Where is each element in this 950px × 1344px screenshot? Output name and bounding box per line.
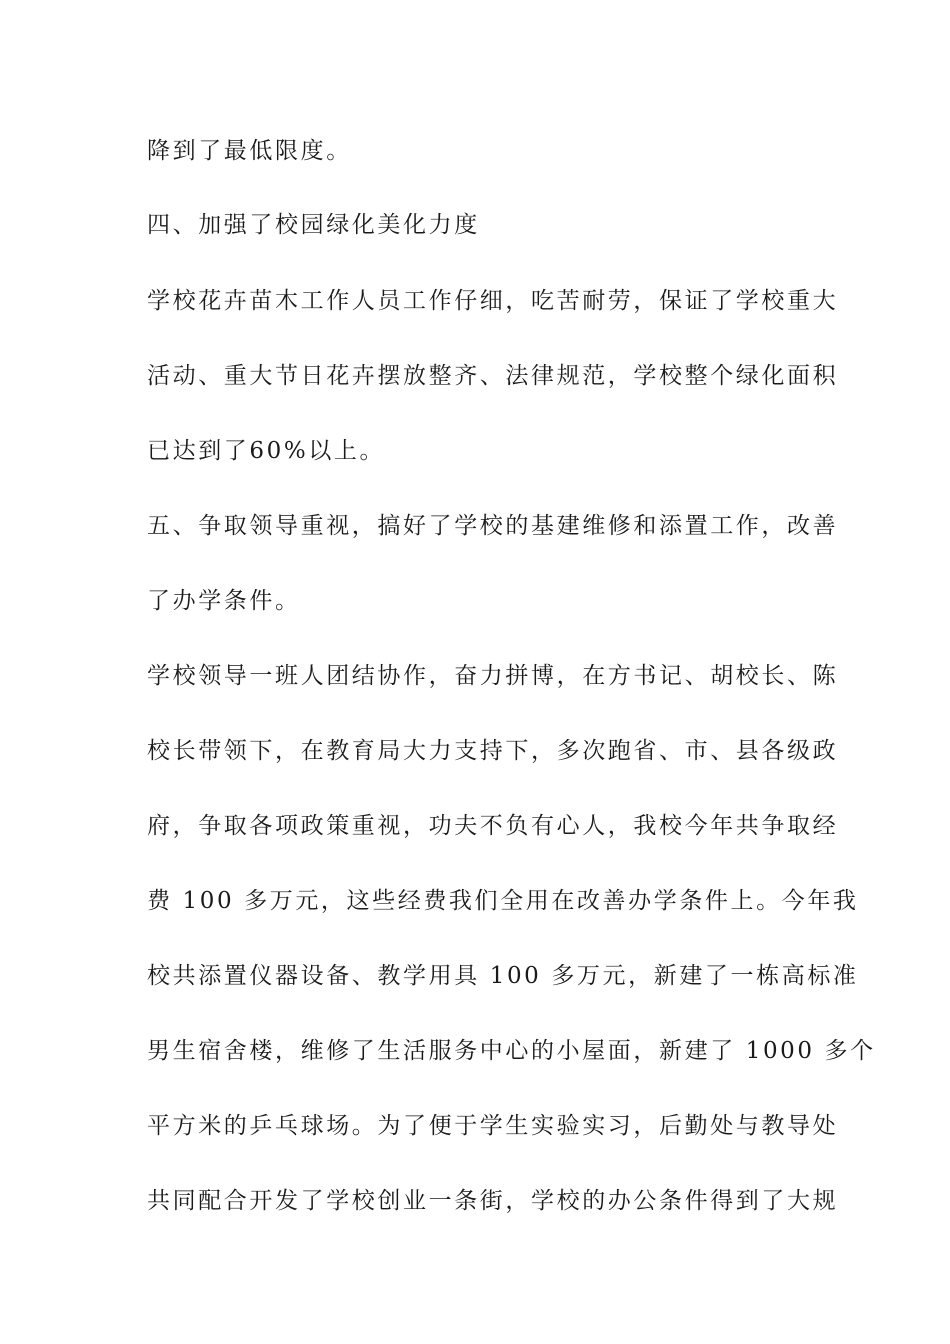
text-line: 学校领导一班人团结协作，奋力拼博，在方书记、胡校长、陈 bbox=[147, 663, 839, 689]
text-line: 共同配合开发了学校创业一条街，学校的办公条件得到了大规 bbox=[147, 1188, 839, 1214]
text-line: 费 100 多万元，这些经费我们全用在改善办学条件上。今年我 bbox=[147, 888, 859, 914]
text-line: 已达到了60%以上。 bbox=[147, 438, 386, 464]
section-heading: 了办学条件。 bbox=[147, 588, 301, 614]
text-line: 活动、重大节日花卉摆放整齐、法律规范，学校整个绿化面积 bbox=[147, 363, 839, 389]
section-heading: 四、加强了校园绿化美化力度 bbox=[147, 212, 480, 238]
text-line: 府，争取各项政策重视，功夫不负有心人，我校今年共争取经 bbox=[147, 813, 839, 839]
text-line: 平方米的乒乓球场。为了便于学生实验实习，后勤处与教导处 bbox=[147, 1113, 839, 1139]
text-line: 校共添置仪器设备、教学用具 100 多万元，新建了一栋高标准 bbox=[147, 963, 859, 989]
text-line: 校长带领下，在教育局大力支持下，多次跑省、市、县各级政 bbox=[147, 738, 839, 764]
text-line: 男生宿舍楼，维修了生活服务中心的小屋面，新建了 1000 多个 bbox=[147, 1038, 876, 1064]
section-heading: 五、争取领导重视，搞好了学校的基建维修和添置工作，改善 bbox=[147, 513, 839, 539]
text-line: 降到了最低限度。 bbox=[147, 138, 352, 164]
text-line: 学校花卉苗木工作人员工作仔细，吃苦耐劳，保证了学校重大 bbox=[147, 288, 839, 314]
